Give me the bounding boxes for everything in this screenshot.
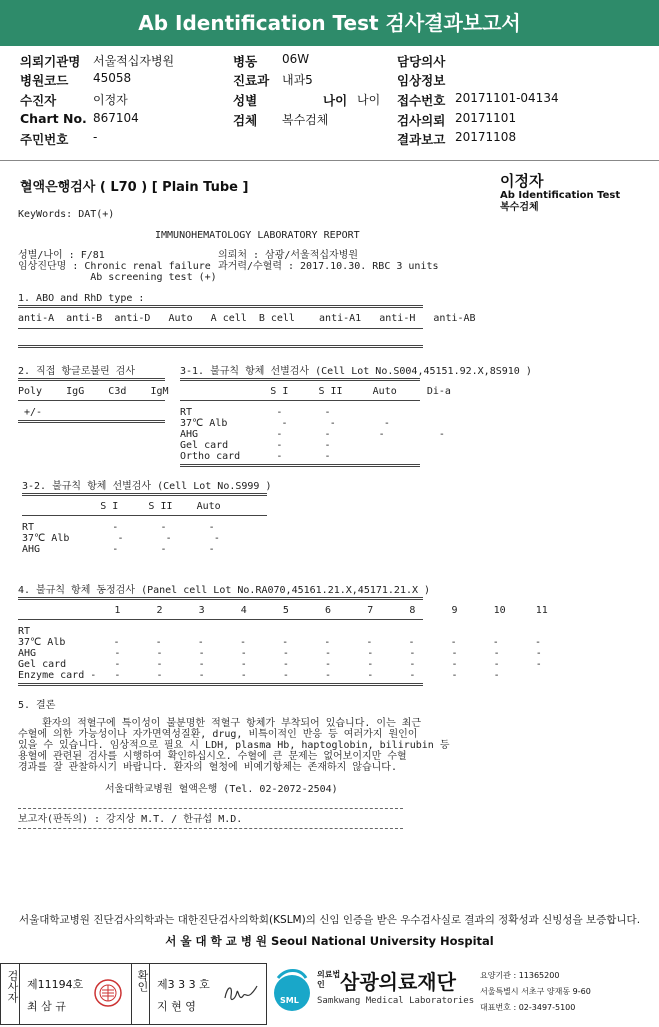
keywords: KeyWords: DAT(+) bbox=[18, 209, 115, 220]
rrn-value: - bbox=[93, 130, 98, 144]
s32-row-rt: RT - - - bbox=[22, 522, 215, 533]
s4-mid-rule bbox=[18, 619, 423, 620]
lab-logo-icon bbox=[272, 966, 312, 1020]
conclusion-line-4: 용혈에 관련된 검사를 시행하여 확인하십시오. 수혈에 큰 문제는 없어보이지만 수혈 bbox=[18, 751, 407, 762]
s4-row-gel: Gel card - - - - - - - - - - - bbox=[18, 659, 542, 670]
section-2-title: 2. 직접 항글로불린 검사 bbox=[18, 366, 136, 377]
conclusion-line-5: 경과를 잘 관찰하시기 바랍니다. 환자의 혈청에 비예기항체는 존재하지 않습니다. bbox=[18, 762, 397, 773]
diagnosis-2: Ab screening test (+) bbox=[18, 272, 217, 283]
sex-label: 성별 bbox=[233, 93, 258, 108]
s4-top-rule bbox=[18, 597, 423, 601]
blood-bank-contact: 서울대학교병원 혈액은행 (Tel. 02-2072-2504) bbox=[105, 784, 338, 795]
s31-row-rt: RT - - bbox=[180, 407, 331, 418]
chart-value: 867104 bbox=[93, 111, 139, 125]
hospital-label: 의뢰기관명 bbox=[20, 54, 81, 69]
examiner-label: 검사자 bbox=[6, 970, 19, 1003]
s32-mid-rule bbox=[22, 515, 267, 516]
s1-top-rule bbox=[18, 305, 423, 309]
receipt-value: 20171101-04134 bbox=[455, 91, 559, 105]
clinical-label: 임상정보 bbox=[397, 73, 446, 88]
reporter: 보고자(판독의) : 강지상 M.T. / 한규섭 M.D. bbox=[18, 814, 243, 825]
result-value: 20171108 bbox=[455, 130, 517, 144]
ward-label: 병동 bbox=[233, 54, 258, 69]
header-row-5 bbox=[0, 130, 659, 150]
reporter-bottom-rule bbox=[18, 828, 403, 829]
section-31-title: 3-1. 불규칙 항체 선별검사 (Cell Lot No.S004,45151.92.X,8S910 ) bbox=[180, 366, 532, 377]
s31-row-ortho: Ortho card - - bbox=[180, 451, 331, 462]
s4-row-alb: 37℃ Alb - - - - - - - - - - - bbox=[18, 637, 541, 648]
examiner-name: 최 삼 규 bbox=[27, 1000, 66, 1013]
rrn-label: 주민번호 bbox=[20, 132, 69, 147]
hospital-value: 서울적십자병원 bbox=[93, 54, 175, 68]
patient-header bbox=[0, 46, 659, 158]
age-value: 나이 bbox=[357, 93, 381, 107]
section-2-row: +/- bbox=[18, 407, 43, 418]
patient-value: 이정자 bbox=[93, 93, 128, 107]
s4-bottom-rule bbox=[18, 683, 423, 687]
header-divider bbox=[0, 160, 659, 161]
s4-row-enzyme: Enzyme card - - - - - - - - - - - bbox=[18, 670, 500, 681]
section-32-title: 3-2. 불규칙 항체 선별검사 (Cell Lot No.S999 ) bbox=[22, 481, 272, 492]
report-test-name: Ab Identification Test bbox=[500, 190, 621, 201]
section-4-title: 4. 불규칙 항체 동정검사 (Panel cell Lot No.RA070,45161.21.X,45171.21.X ) bbox=[18, 585, 431, 596]
request-label: 검사의뢰 bbox=[397, 113, 446, 128]
transfusion-history: 과거력/수혈력 : 2017.10.30. RBC 3 units bbox=[218, 261, 439, 272]
report-body bbox=[0, 162, 659, 902]
reporter-top-rule bbox=[18, 808, 403, 809]
lab-code: 요양기관 : 11365200 bbox=[480, 971, 560, 980]
seal-stamp-icon bbox=[93, 978, 123, 1008]
s31-top-rule bbox=[180, 378, 420, 382]
lab-phone: 대표번호 : 02-3497-5100 bbox=[480, 1003, 576, 1012]
section-1-title: 1. ABO and RhD type : bbox=[18, 293, 145, 304]
section-4-header: 1 2 3 4 5 6 7 8 9 10 11 bbox=[18, 605, 548, 616]
s32-row-ahg: AHG - - - bbox=[22, 544, 215, 555]
section-2-header: Poly IgG C3d IgM bbox=[18, 386, 169, 397]
header-row-2 bbox=[0, 71, 659, 91]
confirmer-license: 제3 3 3 호 bbox=[157, 978, 210, 991]
report-title: 혈액은행검사 ( L70 ) [ Plain Tube ] bbox=[20, 180, 249, 195]
report-side-box bbox=[500, 172, 650, 214]
dept-value: 내과5 bbox=[282, 73, 313, 87]
s31-row-gel: Gel card - - bbox=[180, 440, 331, 451]
header-row-4 bbox=[0, 111, 659, 131]
s4-row-ahg: AHG - - - - - - - - - - - bbox=[18, 648, 542, 659]
header-row-1 bbox=[0, 52, 659, 72]
signature-table bbox=[0, 963, 267, 1025]
examiner-cell bbox=[19, 964, 132, 1024]
chart-label: Chart No. bbox=[20, 111, 87, 126]
sex-age: 성별/나이 : F/81 bbox=[18, 250, 105, 261]
s2-top-rule bbox=[18, 378, 165, 382]
requester: 의뢰처 : 삼광/서울적십자병원 bbox=[218, 250, 359, 261]
s4-row-rt: RT bbox=[18, 626, 31, 637]
accreditation-note: 서울대학교병원 진단검사의학과는 대한진단검사의학회(KSLM)의 신임 인증을 받은 우수검사실로 결과의 정확성과 신빙성을 보증합니다. bbox=[18, 914, 641, 926]
examiner-label-cell bbox=[1, 964, 20, 1024]
doctor-label: 담당의사 bbox=[397, 54, 446, 69]
code-label: 병원코드 bbox=[20, 73, 69, 88]
header-row-3 bbox=[0, 91, 659, 111]
s2-mid-rule bbox=[18, 400, 165, 401]
conclusion-line-1: 환자의 적혈구에 특이성이 불분명한 적혈구 항체가 부착되어 있습니다. 이는 최근 bbox=[18, 718, 422, 729]
lab-tag: 의료법인 bbox=[317, 970, 341, 989]
request-value: 20171101 bbox=[455, 111, 517, 125]
report-specimen: 복수검체 bbox=[500, 202, 539, 213]
code-value: 45058 bbox=[93, 71, 132, 85]
s31-mid-rule bbox=[180, 400, 420, 401]
lab-name-en: Samkwang Medical Laboratories bbox=[317, 996, 475, 1006]
confirmer-label: 확인 bbox=[136, 970, 149, 992]
section-5-title: 5. 결론 bbox=[18, 700, 56, 711]
s31-row-ahg: AHG - - - - bbox=[180, 429, 445, 440]
specimen-value: 복수검체 bbox=[282, 113, 329, 127]
lab-branding bbox=[272, 966, 657, 1022]
s1-mid-rule bbox=[18, 328, 423, 329]
lab-address: 서울특별시 서초구 양재동 9-60 bbox=[480, 987, 591, 996]
lab-name-ko: 삼광의료재단 bbox=[340, 970, 456, 994]
report-patient-name: 이정자 bbox=[500, 172, 544, 190]
diagnosis-1: 임상진단명 : Chronic renal failure bbox=[18, 261, 211, 272]
result-label: 결과보고 bbox=[397, 132, 446, 147]
banner-title: Ab Identification Test 검사결과보고서 bbox=[138, 11, 521, 35]
specimen-label: 검체 bbox=[233, 113, 258, 128]
patient-label: 수진자 bbox=[20, 93, 57, 108]
receipt-label: 접수번호 bbox=[397, 93, 446, 108]
s1-bottom-rule bbox=[18, 345, 423, 349]
footer-hospital: 서 울 대 학 교 병 원 Seoul National University Hospital bbox=[165, 934, 494, 948]
confirmer-label-cell bbox=[131, 964, 150, 1024]
section-32-header: S I S II Auto bbox=[22, 501, 221, 512]
report-banner bbox=[0, 0, 659, 46]
lab-logo-text: SML bbox=[280, 996, 299, 1005]
conclusion-line-2: 수혈에 의한 가능성이나 자가면역성질환, drug, 비특이적인 반응 등 여러가지 원인이 bbox=[18, 729, 418, 740]
s32-top-rule bbox=[22, 493, 267, 497]
confirmer-name: 지 현 영 bbox=[157, 1000, 196, 1013]
lab-report-title: IMMUNOHEMATOLOGY LABORATORY REPORT bbox=[155, 230, 360, 241]
age-label: 나이 bbox=[323, 93, 348, 108]
section-1-header: anti-A anti-B anti-D Auto A cell B cell anti-A1 anti-H anti-AB bbox=[18, 313, 476, 324]
section-31-header: S I S II Auto Di-a bbox=[180, 386, 451, 397]
confirmer-cell bbox=[149, 964, 266, 1024]
ward-value: 06W bbox=[282, 52, 310, 66]
s31-bottom-rule bbox=[180, 464, 420, 468]
dept-label: 진료과 bbox=[233, 73, 270, 88]
conclusion-line-3: 있을 수 있습니다. 임상적으로 필요 시 LDH, plasma Hb, haptoglobin, bilirubin 등 bbox=[18, 740, 450, 751]
s2-bottom-rule bbox=[18, 420, 165, 424]
examiner-license: 제11194호 bbox=[27, 978, 84, 991]
s31-row-alb: 37℃ Alb - - - bbox=[180, 418, 390, 429]
signature-icon bbox=[221, 980, 259, 1006]
s32-row-alb: 37℃ Alb - - - bbox=[22, 533, 220, 544]
